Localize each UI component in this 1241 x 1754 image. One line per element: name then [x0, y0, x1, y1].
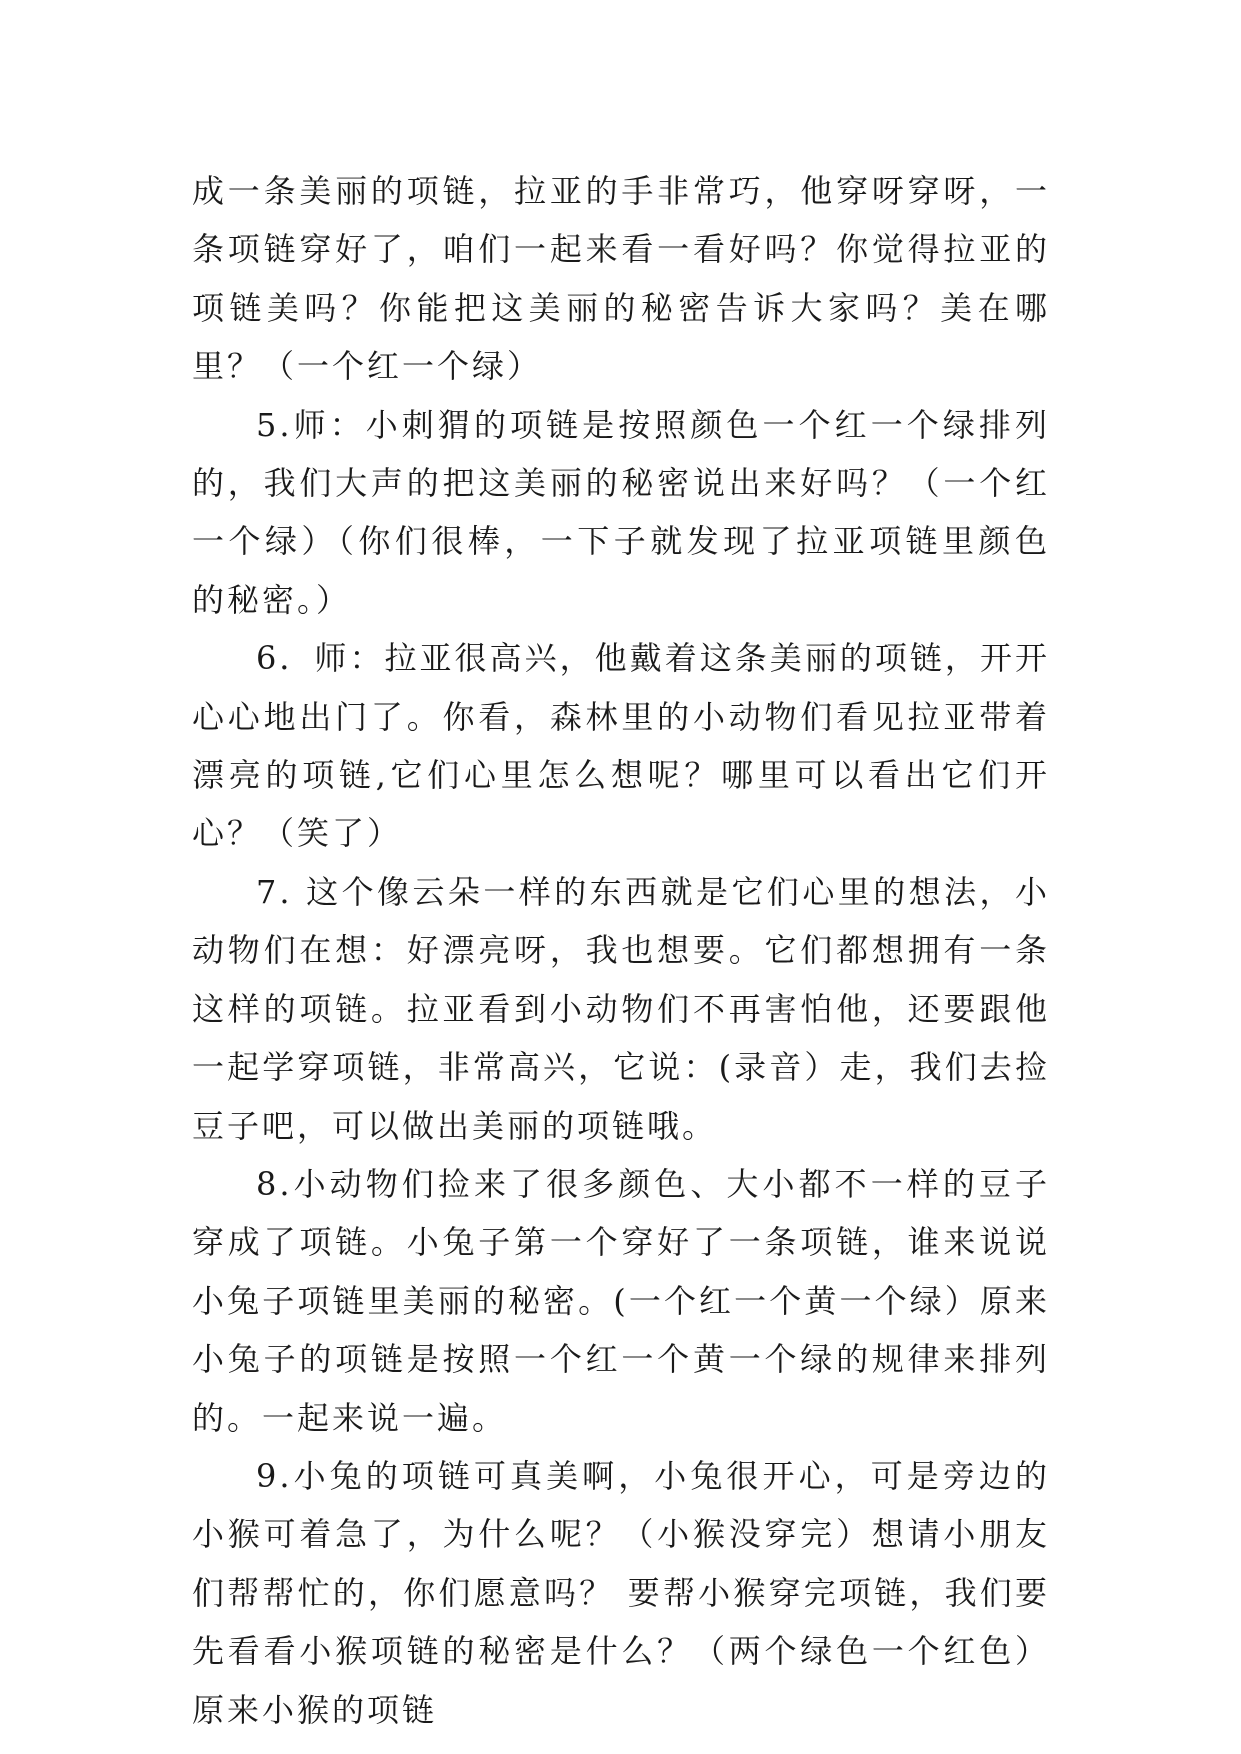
document-body: [192, 162, 1050, 1739]
paragraph-step-9: 9.小兔的项链可真美啊，小兔很开心，可是旁边的小猴可着急了，为什么呢？（小猴没穿完）想请小朋友们帮帮忙的，你们愿意吗？ 要帮小猴穿完项链，我们要先看看小猴项链的秘密是什么？（两个绿色一个红色）原来小猴的项链: [192, 1456, 1050, 1729]
paragraph-step-8: 8.小动物们捡来了很多颜色、大小都不一样的豆子穿成了项链。小兔子第一个穿好了一条项链，谁来说说小兔子项链里美丽的秘密。(一个红一个黄一个绿）原来小兔子的项链是按照一个红一个黄一个绿的规律来排列的。一起来说一遍。: [192, 1164, 1050, 1437]
paragraph-step-6: 6．师：拉亚很高兴，他戴着这条美丽的项链，开开心心地出门了。你看，森林里的小动物们看见拉亚带着漂亮的项链,它们心里怎么想呢？哪里可以看出它们开心？（笑了）: [192, 639, 1050, 853]
paragraph-step-5: 5.师：小刺猬的项链是按照颜色一个红一个绿排列的，我们大声的把这美丽的秘密说出来好吗？（一个红一个绿）（你们很棒，一下子就发现了拉亚项链里颜色的秘密。）: [192, 405, 1050, 619]
paragraph-continued: 成一条美丽的项链，拉亚的手非常巧，他穿呀穿呀，一条项链穿好了，咱们一起来看一看好吗？你觉得拉亚的项链美吗？你能把这美丽的秘密告诉大家吗？美在哪里？（一个红一个绿）: [192, 172, 1050, 386]
paragraph-step-7: 7. 这个像云朵一样的东西就是它们心里的想法，小动物们在想：好漂亮呀，我也想要。它们都想拥有一条这样的项链。拉亚看到小动物们不再害怕他，还要跟他一起学穿项链，非常高兴，它说：(录音）走，我们去捡豆子吧，可以做出美丽的项链哦。: [192, 872, 1050, 1145]
